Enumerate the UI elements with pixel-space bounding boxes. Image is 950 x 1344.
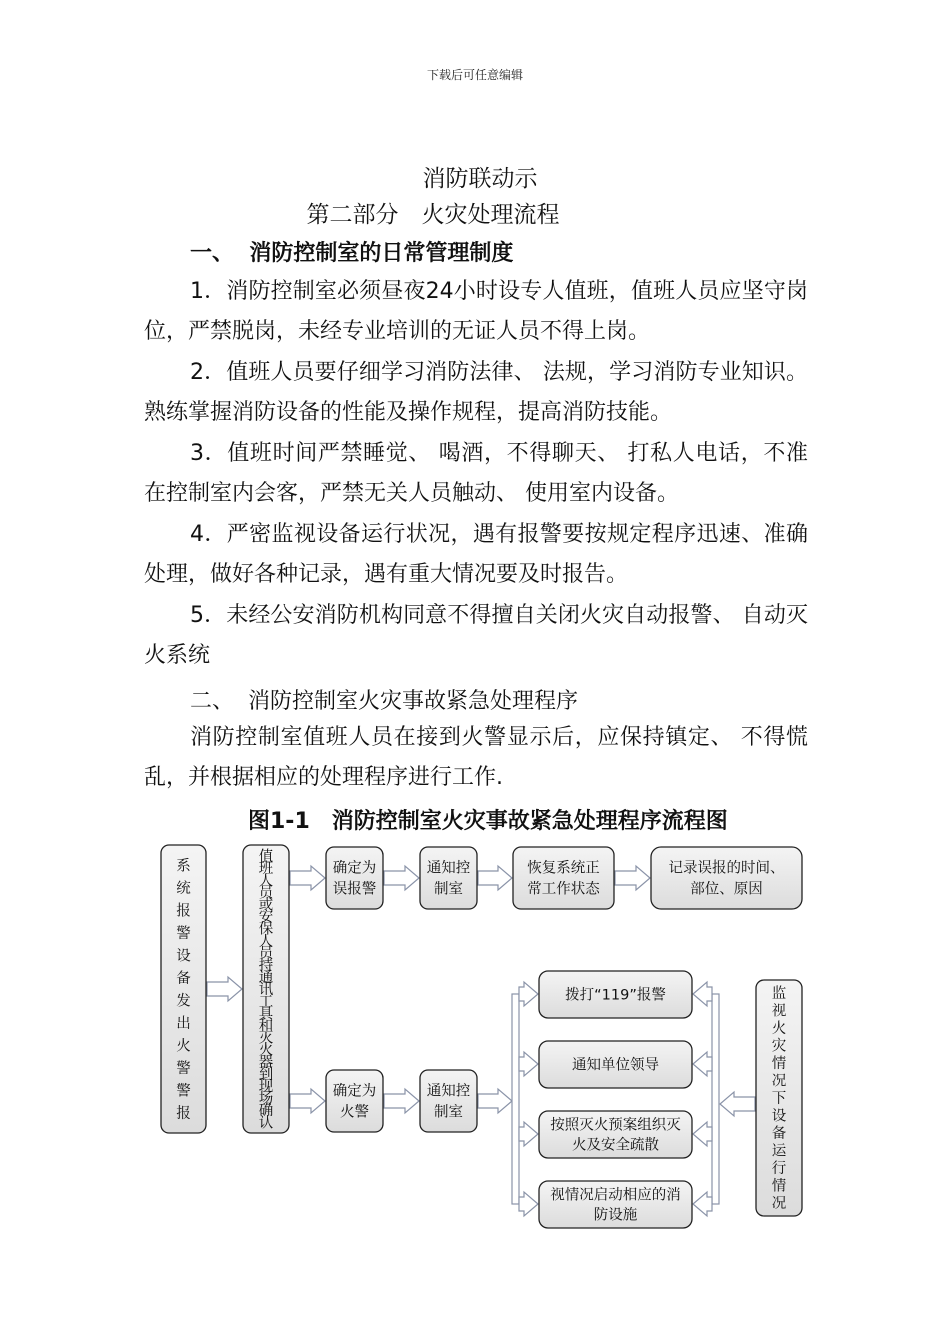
system-alarm-box	[161, 845, 206, 1133]
rule-paragraph-2: 2．值班人员要仔细学习消防法律、 法规，学习消防专业知识。熟练掌握消防设备的性能及操作规程，提高消防技能。	[144, 360, 808, 425]
system-alarm-box-text: 警	[176, 926, 191, 943]
notify-leader-box-text: 通知单位领导	[572, 1057, 659, 1074]
arrow-staff-to-confirm-false	[290, 866, 325, 890]
duty-staff-box-text: 保	[258, 921, 274, 938]
system-alarm-box-text: 警	[176, 1083, 191, 1100]
restore-system-box-text: 恢复系统正	[527, 860, 600, 877]
figure-caption: 图1-1 消防控制室火灾事故紧急处理程序流程图	[248, 809, 728, 834]
evacuate-box	[539, 1111, 692, 1158]
system-alarm-box-text: 统	[176, 881, 191, 898]
system-alarm-box-text: 报	[176, 903, 191, 920]
evacuate-box-text: 按照灭火预案组织灭	[550, 1117, 681, 1134]
duty-staff-box-text: 或	[258, 897, 274, 914]
duty-staff-box-text: 人	[258, 873, 274, 890]
monitor-box-text: 下	[771, 1091, 787, 1108]
rule-paragraph-1: 1．消防控制室必须昼夜24小时设专人值班，值班人员应坚守岗位，严禁脱岗，未经专业培训的无证人员不得上岗。	[144, 279, 808, 344]
start-facilities-box	[539, 1181, 692, 1228]
intro-paragraph: 消防控制室值班人员在接到火警显示后，应保持镇定、 不得慌乱，并根据相应的处理程序进行工作.	[144, 725, 808, 790]
monitor-box-text: 况	[771, 1196, 787, 1213]
record-false-alarm-box-box	[651, 847, 802, 909]
section-heading-emergency: 二、 消防控制室火灾事故紧急处理程序	[190, 689, 578, 714]
duty-staff-box-text: 值	[258, 849, 274, 866]
duty-staff-box-text: 工	[258, 994, 274, 1011]
duty-staff-box-text: 认	[258, 1115, 274, 1132]
notify-control-room-top-box-text: 通知控	[426, 860, 471, 877]
monitor-box-text: 设	[771, 1108, 787, 1125]
notify-control-room-top-box-box	[420, 847, 477, 909]
duty-staff-box	[243, 845, 289, 1133]
confirm-false-alarm-box-text: 确定为	[332, 860, 377, 877]
monitor-box-text: 火	[771, 1021, 787, 1038]
evacuate-box-text: 火及安全疏散	[572, 1137, 659, 1154]
duty-staff-box-text: 灭	[258, 1030, 274, 1047]
record-false-alarm-box-text: 部位、原因	[690, 881, 763, 898]
confirm-false-alarm-box-text: 误报警	[332, 881, 377, 898]
call-119-box	[539, 971, 692, 1018]
duty-staff-box-text: 确	[258, 1103, 274, 1120]
duty-staff-box-text: 到	[258, 1066, 274, 1083]
notify-control-room-bottom-box-box	[420, 1070, 477, 1132]
confirm-false-alarm-box-box	[326, 847, 383, 909]
duty-staff-box-text: 现	[258, 1079, 274, 1096]
notify-control-room-bottom-box-text: 制室	[434, 1104, 463, 1121]
restore-system-box-box	[513, 847, 614, 909]
monitor-box-text: 备	[771, 1126, 787, 1143]
confirm-fire-box-box	[326, 1070, 383, 1132]
notify-leader-box	[539, 1041, 692, 1088]
system-alarm-box-text: 发	[176, 993, 191, 1010]
record-false-alarm-box-text: 记录误报的时间、	[668, 860, 785, 877]
notify-control-room-bottom-box-text: 通知控	[426, 1083, 471, 1100]
arrow-branch-to-action-4	[519, 1192, 538, 1216]
system-alarm-box-text: 报	[176, 1106, 191, 1123]
header-note: 下载后可任意编辑	[426, 68, 523, 82]
arrow-confirm-fire-to-notify	[384, 1089, 419, 1113]
section-heading-daily-management: 一、 消防控制室的日常管理制度	[190, 241, 514, 266]
arrow-branch-to-action-2	[519, 1052, 538, 1076]
left-branch-bus	[512, 994, 519, 1204]
part-title: 第二部分 火灾处理流程	[306, 202, 560, 228]
system-alarm-box-text: 系	[176, 858, 191, 875]
monitor-box-text: 行	[771, 1161, 787, 1178]
duty-staff-box-text: 火	[258, 1042, 274, 1059]
flowchart-nodes	[161, 845, 802, 1228]
arrow-monitor-to-action-2	[693, 1052, 712, 1076]
duty-staff-box-text: 场	[258, 1091, 274, 1108]
duty-staff-box-text: 讯	[258, 982, 274, 999]
arrow-branch-to-action-3	[519, 1122, 538, 1146]
arrow-notify-to-branch	[478, 1089, 512, 1113]
system-alarm-box-text: 备	[176, 971, 191, 988]
confirm-fire-box-text: 火警	[340, 1104, 369, 1121]
system-alarm-box-text: 出	[176, 1016, 191, 1033]
system-alarm-box-text: 警	[176, 1061, 191, 1078]
start-facilities-box-text: 视情况启动相应的消	[550, 1187, 681, 1204]
restore-system-box-text: 常工作状态	[527, 881, 600, 898]
arrow-confirm-false-to-notify	[384, 866, 419, 890]
rule-paragraph-4: 4．严密监视设备运行状况，遇有报警要按规定程序迅速、准确处理，做好各种记录，遇有重大情况要及时报告。	[144, 522, 808, 587]
arrow-branch-to-action-1	[519, 982, 538, 1006]
notify-control-room-top-box-text: 制室	[434, 881, 463, 898]
notify-control-room-bottom-box	[420, 1070, 477, 1132]
restore-system-box	[513, 847, 614, 909]
confirm-fire-box-text: 确定为	[332, 1083, 377, 1100]
confirm-false-alarm-box	[326, 847, 383, 909]
call-119-box-text: 拨打“119”报警	[565, 987, 666, 1004]
duty-staff-box-text: 员	[258, 945, 274, 962]
duty-staff-box-text: 具	[258, 1006, 274, 1023]
arrow-monitor-to-action-1	[693, 982, 712, 1006]
arrow-monitor-to-action-3	[693, 1122, 712, 1146]
arrow-monitor-to-action-4	[693, 1192, 712, 1216]
monitor-box-text: 运	[771, 1143, 787, 1160]
duty-staff-box-text: 班	[258, 861, 274, 878]
duty-staff-box-text: 员	[258, 885, 274, 902]
duty-staff-box-text: 和	[258, 1018, 274, 1035]
monitor-box-text: 视	[771, 1003, 787, 1020]
confirm-fire-box	[326, 1070, 383, 1132]
right-monitor-bus	[712, 994, 719, 1204]
arrow-restore-to-record	[615, 866, 650, 890]
system-alarm-box-text: 设	[176, 948, 191, 965]
monitor-box-text: 灾	[771, 1038, 787, 1055]
duty-staff-box-text: 通	[258, 970, 274, 987]
duty-staff-box-text: 器	[258, 1054, 274, 1071]
arrow-staff-to-confirm-fire	[290, 1089, 325, 1113]
system-alarm-box-text: 火	[176, 1038, 191, 1055]
arrow-monitor-to-bus	[720, 1092, 755, 1116]
monitor-box-text: 情	[771, 1178, 787, 1195]
duty-staff-box-text: 持	[258, 958, 274, 975]
monitor-box-text: 监	[771, 986, 787, 1003]
notify-control-room-top-box	[420, 847, 477, 909]
monitor-box-text: 情	[771, 1056, 787, 1073]
arrow-notify-to-restore	[478, 866, 512, 890]
document-title: 消防联动示	[422, 166, 538, 192]
start-facilities-box-text: 防设施	[593, 1207, 638, 1224]
monitor-box-text: 况	[771, 1073, 787, 1090]
duty-staff-box-text: 人	[258, 933, 274, 950]
record-false-alarm-box	[651, 847, 802, 909]
rule-paragraph-5: 5．未经公安消防机构同意不得擅自关闭火灾自动报警、 自动灭火系统	[144, 603, 808, 668]
arrow-alarm-to-staff	[207, 977, 242, 1001]
monitor-box	[756, 980, 802, 1216]
duty-staff-box-text: 安	[258, 909, 274, 926]
rule-paragraph-3: 3．值班时间严禁睡觉、 喝酒，不得聊天、 打私人电话，不准在控制室内会客，严禁无关人员触动、 使用室内设备。	[144, 441, 808, 506]
